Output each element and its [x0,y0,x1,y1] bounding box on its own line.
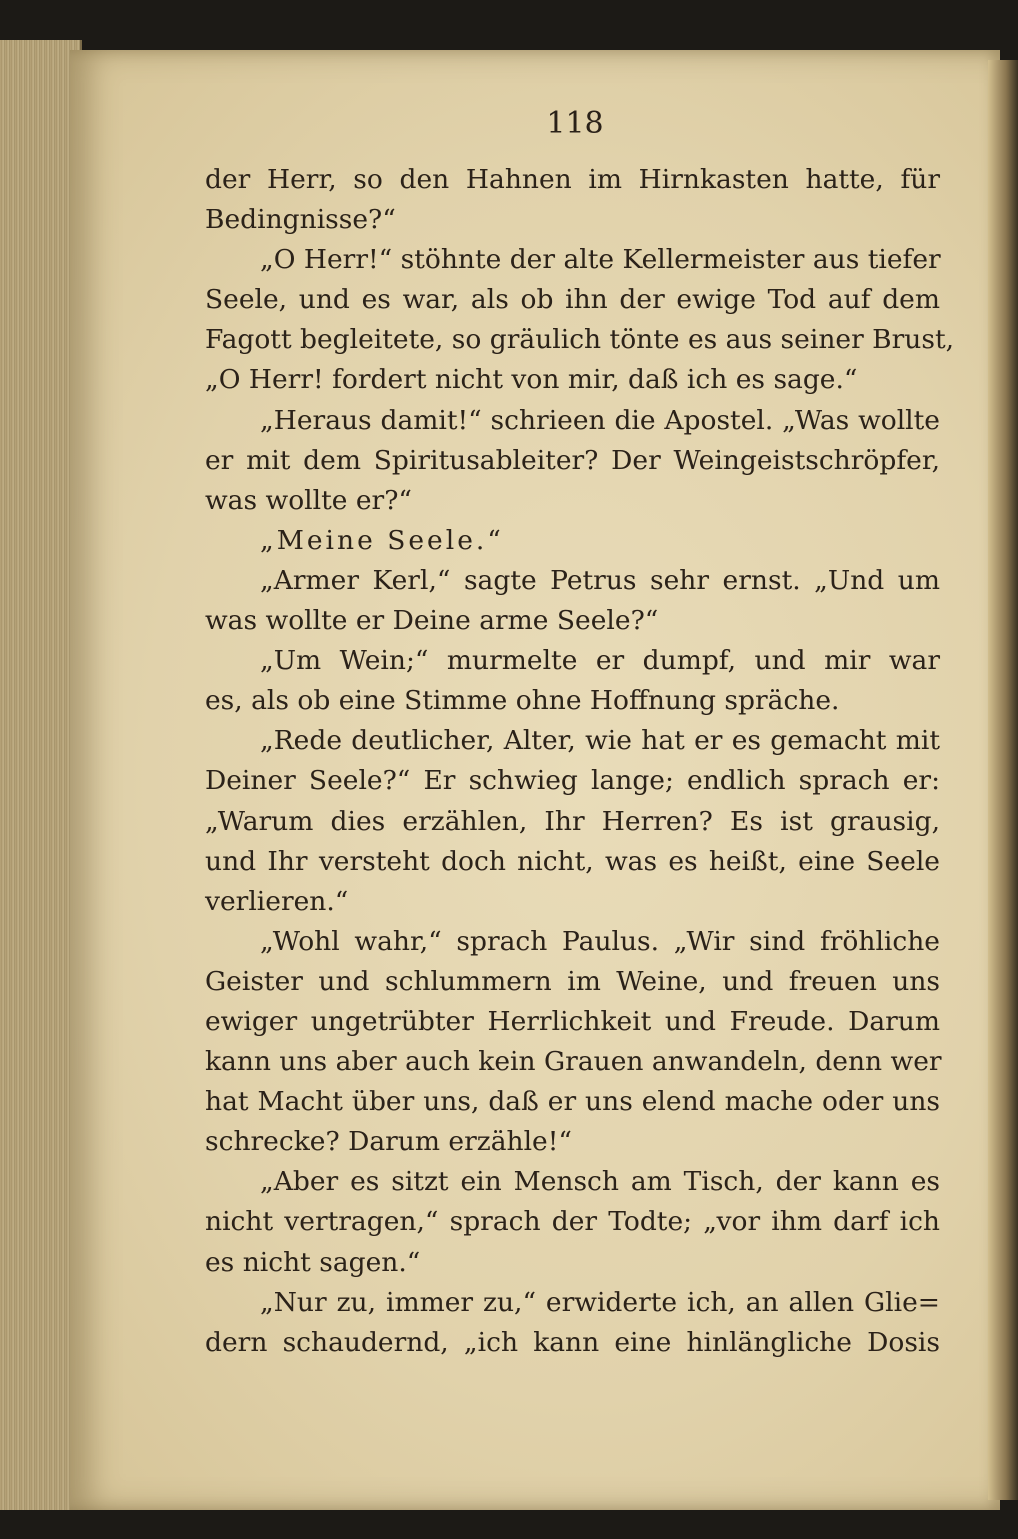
page-number: 118 [546,106,604,141]
text-line: kann uns aber auch kein Grauen anwandeln, denn wer [205,1046,942,1078]
text-line: „Armer Kerl,“ sagte Petrus sehr ernst. „Und um [260,564,940,596]
text-line: es nicht sagen.“ [205,1246,421,1278]
text-line: ewiger ungetrübter Herrlichkeit und Freude. Darum [205,1005,940,1037]
text-line: „Um Wein;“ murmelte er dumpf, und mir war [260,645,940,677]
text-line: „Rede deutlicher, Alter, wie hat er es gemacht mit [260,725,940,757]
text-line: „Warum dies erzählen, Ihr Herren? Es ist grausig, [205,805,940,837]
text-line: es, als ob eine Stimme ohne Hoffnung spräche. [205,685,840,717]
text-line: Bedingnisse?“ [205,204,396,236]
body-text [205,160,955,1363]
book-gutter-shadow [988,60,1018,1500]
text-line: Geister und schlummern im Weine, und freuen uns [205,965,940,997]
text-line: er mit dem Spiritusableiter? Der Weingeistschröpfer, [205,444,940,476]
text-line: „Meine Seele.“ [260,524,504,556]
text-line: Seele, und es war, als ob ihn der ewige Tod auf dem [205,284,940,316]
text-line: „Heraus damit!“ schrieen die Apostel. „Was wollte [260,404,940,436]
text-line: „O Herr! fordert nicht von mir, daß ich es sage.“ [205,364,858,396]
text-line: was wollte er Deine arme Seele?“ [205,605,659,637]
text-line: „Nur zu, immer zu,“ erwiderte ich, an allen Glie= [260,1286,940,1318]
text-line: nicht vertragen,“ sprach der Todte; „vor ihm darf ich [205,1206,940,1238]
text-line: „O Herr!“ stöhnte der alte Kellermeister aus tiefer [260,244,941,276]
text-line: „Aber es sitzt ein Mensch am Tisch, der kann es [260,1166,940,1198]
text-line: schrecke? Darum erzähle!“ [205,1126,572,1158]
text-line: Fagott begleitete, so gräulich tönte es aus seiner Brust, [205,324,955,356]
text-line: dern schaudernd, „ich kann eine hinlängliche Dosis [205,1326,940,1358]
text-line: verlieren.“ [205,885,349,917]
text-line: der Herr, so den Hahnen im Hirnkasten hatte, für [205,164,940,195]
text-line: und Ihr versteht doch nicht, was es heißt, eine Seele [205,845,940,877]
text-line: was wollte er?“ [205,484,412,516]
text-line: Deiner Seele?“ Er schwieg lange; endlich sprach er: [205,765,940,797]
text-line: hat Macht über uns, daß er uns elend mache oder uns [205,1086,940,1118]
text-line: „Wohl wahr,“ sprach Paulus. „Wir sind fröhliche [260,925,940,957]
